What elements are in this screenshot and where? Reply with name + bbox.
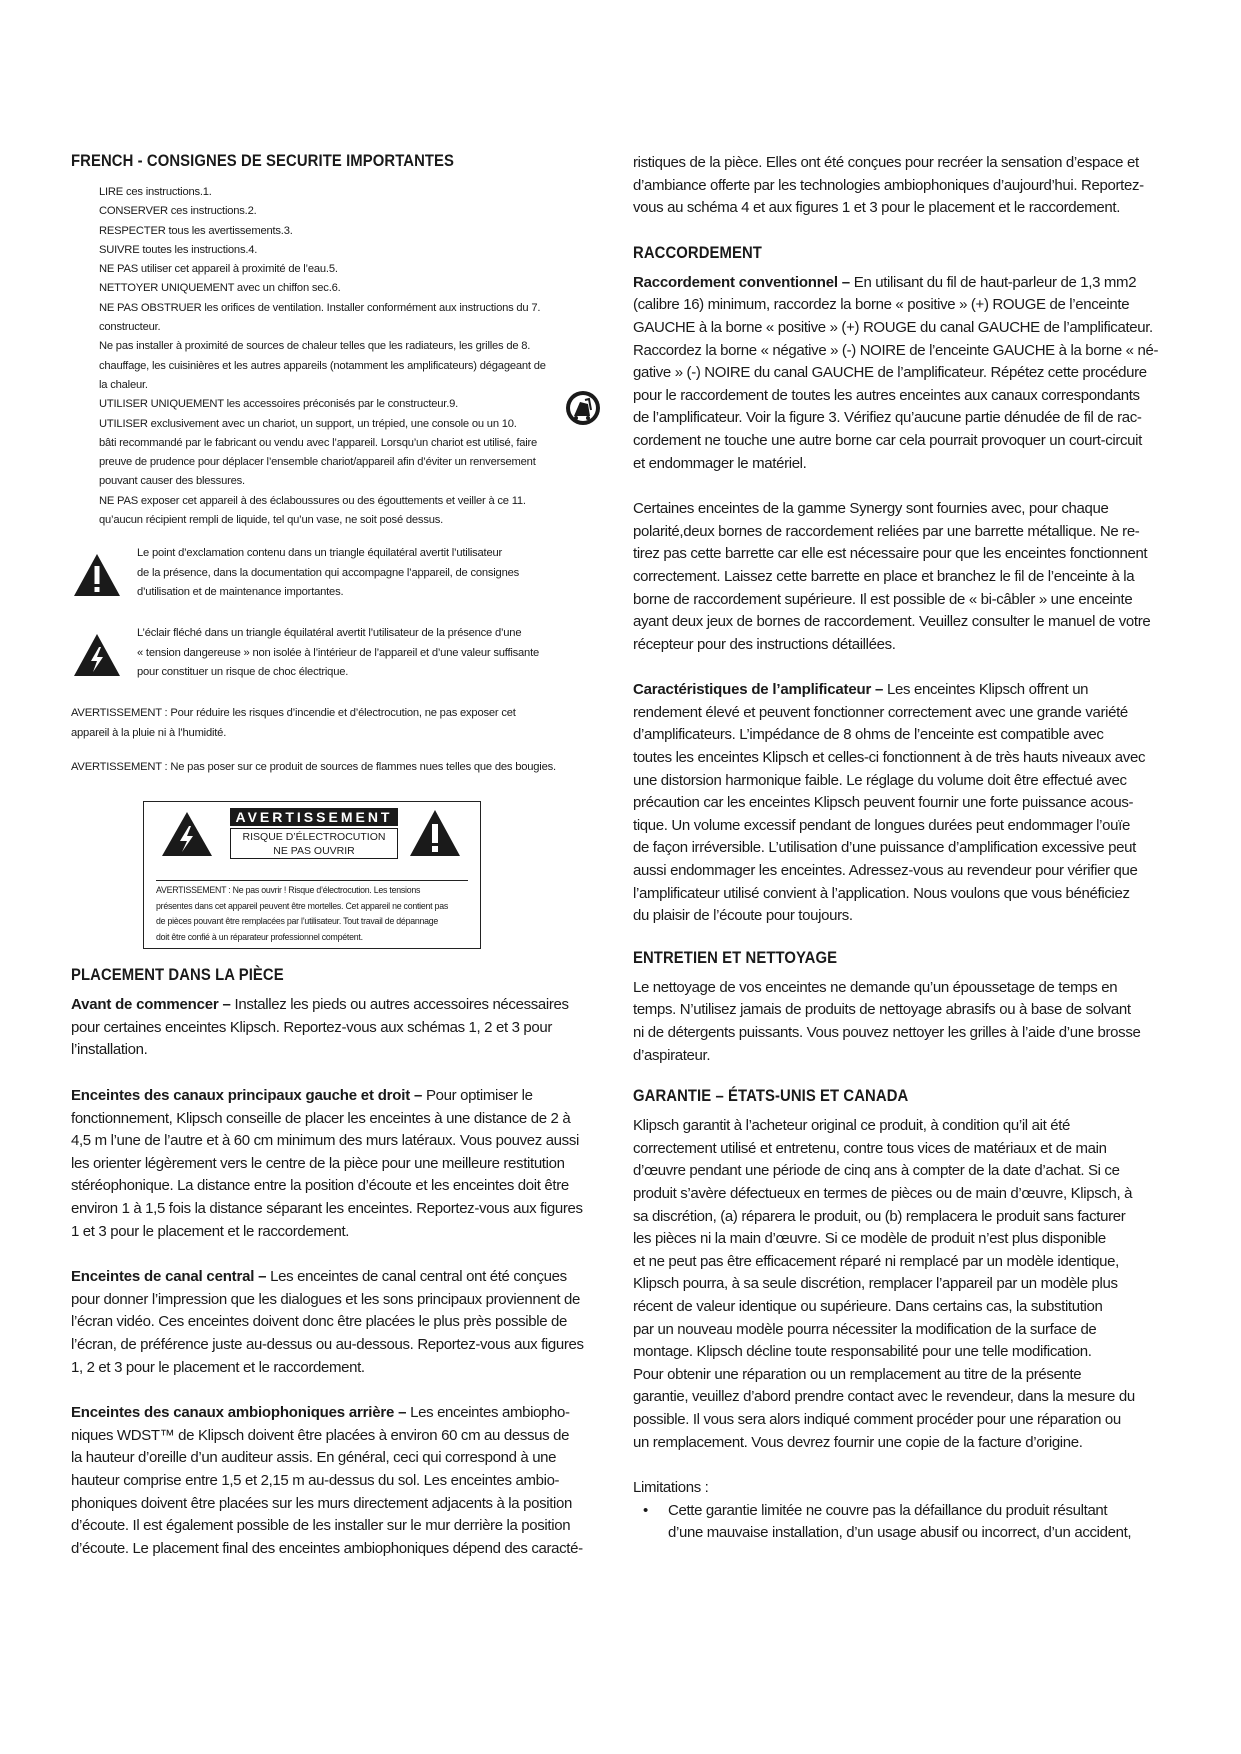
text-line: une distorsion harmonique faible. Le réglage du volume doit être effectué avec: [633, 771, 1127, 789]
exclamation-notice: [71, 544, 607, 612]
list-item: LIRE ces instructions.1.: [99, 186, 212, 198]
shock-warning-label: [143, 801, 481, 949]
paragraph-biwire: [633, 498, 1185, 656]
text-line: cordement ne touche une autre borne car cela pourrait provoquer un court-circuit: [633, 431, 1142, 449]
text-line: de l’amplificateur. Voir la figure 3. Vérifiez qu’aucune partie dénudée de fil de rac-: [633, 409, 1142, 427]
text-line: d’utilisation et de maintenance importantes.: [137, 585, 344, 598]
text-line: les orienter légèrement vers le centre de la pièce pour une meilleure restitution: [71, 1154, 565, 1172]
right-column: [633, 152, 1185, 1545]
list-item: NETTOYER UNIQUEMENT avec un chiffon sec.6.: [99, 282, 341, 295]
text-line: En utilisant du fil de haut-parleur de 1,3 mm2: [849, 273, 1137, 291]
text-line: et endommager le matériel.: [633, 454, 807, 472]
text-line: vous au schéma 4 et aux figures 1 et 3 pour le placement et le raccordement.: [633, 199, 1121, 217]
paragraph-main-channels: [71, 1085, 607, 1243]
text-line: présentes dans cet appareil peuvent être mortelles. Cet appareil ne contient pas: [156, 900, 448, 911]
lead-in: Raccordement conventionnel –: [633, 273, 850, 291]
text-line: Le nettoyage de vos enceintes ne demande qu’un époussetage de temps en: [633, 978, 1118, 996]
text-line: tirez pas cette barrette car elle est nécessaire pour que les enceintes fonctionnent: [633, 545, 1148, 563]
text-line: Les enceintes ambiopho-: [406, 1404, 570, 1422]
text-line: Cette garantie limitée ne couvre pas la défaillance du produit résultant: [668, 1501, 1108, 1519]
list-item: qu’aucun récipient rempli de liquide, tel qu’un vase, ne soit posé dessus.: [99, 514, 444, 527]
safety-instructions-list: [99, 183, 607, 530]
text-line: AVERTISSEMENT : Ne pas ouvrir ! Risque d’électrocution. Les tensions: [156, 885, 421, 896]
warning-flames: AVERTISSEMENT : Ne pas poser sur ce produit de sources de flammes nues telles que des bougies.: [71, 760, 556, 773]
paragraph-surround-continued: [633, 152, 1185, 220]
text-line: précaution car les enceintes Klipsch peuvent fournir une forte puissance acous-: [633, 794, 1134, 812]
paragraph-center-channel: [71, 1266, 607, 1379]
text-line: tique. Un volume excessif pendant de longues durées peut endommager l’ouïe: [633, 816, 1130, 834]
text-line: la hauteur d’oreille d’un auditeur assis. En général, ceci qui correspond à une: [71, 1449, 557, 1467]
text-line: du plaisir de l’écoute pour toujours.: [633, 907, 853, 925]
text-line: Raccordez la borne « négative » (-) NOIRE de l’enceinte GAUCHE à la borne « né-: [633, 341, 1159, 359]
text-line: NE PAS OUVRIR: [273, 845, 355, 858]
text-line: niques WDST™ de Klipsch doivent être placées à environ 60 cm au dessus de: [71, 1426, 570, 1444]
text-line: 1, 2 et 3 pour le placement et le raccordement.: [71, 1358, 365, 1376]
text-line: de façon irréversible. L’utilisation d’une puissance d’amplification excessive peut: [633, 839, 1136, 857]
text-line: récepteur pour des instructions détaillées.: [633, 635, 896, 653]
text-line: ayant deux jeux de bornes de raccordement. Veuillez consulter le manuel de votre: [633, 613, 1151, 631]
text-line: ni de détergents puissants. Vous pouvez nettoyer les grilles à l’aide d’une brosse: [633, 1024, 1141, 1041]
text-line: GAUCHE à la borne « positive » (+) ROUGE du canal GAUCHE de l’amplificateur.: [633, 318, 1153, 336]
text-line: de pièces pouvant être remplacées par l’utilisateur. Tout travail de dépannage: [156, 916, 439, 927]
avert-subtitle: [230, 828, 398, 859]
text-line: d’œuvre pendant une période de cinq ans à compter de la date d’achat. Si ce: [633, 1162, 1120, 1180]
text-line: doit être confié à un réparateur professionnel compétent.: [156, 931, 363, 942]
lightning-triangle-icon: [160, 810, 214, 858]
list-item: constructeur.: [99, 321, 161, 334]
list-item: NE PAS utiliser cet appareil à proximité de l’eau.5.: [99, 263, 338, 276]
garantie-heading: GARANTIE – ÉTATS-UNIS ET CANADA: [633, 1087, 909, 1106]
exclamation-text: [137, 544, 602, 602]
text-line: rendement élevé et peuvent fonctionner correctement avec une grande variété: [633, 703, 1128, 721]
text-line: d’écoute. Il est également possible de les installer sur le mur derrière la position: [71, 1517, 571, 1535]
text-line: un remplacement. Vous devrez fournir une copie de la facture d’origine.: [633, 1433, 1083, 1451]
avert-banner: AVERTISSEMENT: [230, 808, 398, 826]
list-item: SUIVRE toutes les instructions.4.: [99, 243, 258, 256]
text-line: récent de valeur identique ou supérieure. Dans certains cas, la substitution: [633, 1297, 1103, 1315]
list-item: NE PAS OBSTRUER les orifices de ventilation. Installer conformément aux instructions du 7.: [99, 301, 541, 314]
text-line: environ 1 à 1,5 fois la distance séparant les enceintes. Reportez-vous aux figures: [71, 1199, 583, 1217]
warning-moisture: [71, 704, 607, 743]
text-line: Klipsch pourra, à sa seule discrétion, remplacer l’appareil par un modèle plus: [633, 1275, 1118, 1293]
text-line: d’aspirateur.: [633, 1046, 711, 1064]
safety-title: FRENCH - CONSIGNES DE SECURITE IMPORTANTES: [71, 152, 455, 170]
text-line: « tension dangereuse » non isolée à l’intérieur de l’appareil et d’une valeur suffisante: [137, 646, 540, 659]
list-item: Ne pas installer à proximité de sources de chaleur telles que les radiateurs, les grilles de 8.: [99, 340, 531, 353]
text-line: RISQUE D’ÉLECTROCUTION: [242, 831, 386, 844]
lightning-text: [137, 624, 602, 682]
text-line: pour constituer un risque de choc électrique.: [137, 665, 349, 678]
exclamation-triangle-icon: [72, 552, 122, 598]
text-line: polarité,deux bornes de raccordement reliées par une barrette métallique. Ne re-: [633, 522, 1140, 540]
text-line: Le point d’exclamation contenu dans un triangle équilatéral avertit l’utilisateur: [137, 547, 503, 560]
list-item: UTILISER exclusivement avec un chariot, un support, un trépied, une console ou un 10.: [99, 417, 517, 430]
text-line: pour donner l’impression que les dialogues et les sons principaux proviennent de: [71, 1290, 580, 1308]
lead-in: Enceintes des canaux principaux gauche et droit –: [71, 1087, 423, 1105]
text-line: l’écran, de préférence juste au-dessus ou au-dessous. Reportez-vous aux figures: [71, 1335, 584, 1353]
bullet-dot: •: [643, 1501, 648, 1519]
text-line: correctement. Laissez cette barrette en place et branchez le fil de l’enceinte à la: [633, 567, 1135, 585]
text-line: montage. Klipsch décline toute responsabilité pour une telle modification.: [633, 1343, 1092, 1361]
text-line: (calibre 16) minimum, raccordez la borne « positive » (+) ROUGE de l’enceinte: [633, 296, 1130, 314]
text-line: Certaines enceintes de la gamme Synergy sont fournies avec, pour chaque: [633, 500, 1109, 518]
left-column: [71, 152, 607, 1560]
text-line: produit s’avère défectueux en termes de pièces ou de main d’œuvre, Klipsch, à: [633, 1184, 1133, 1202]
list-item: pouvant causer des blessures.: [99, 475, 245, 488]
text-line: fonctionnement, Klipsch conseille de placer les enceintes à une distance de 2 à: [71, 1109, 571, 1127]
text-line: pour certaines enceintes Klipsch. Reportez-vous aux schémas 1, 2 et 3 pour: [71, 1018, 553, 1036]
paragraph-conventional-wiring: [633, 272, 1185, 475]
lightning-triangle-icon: [72, 632, 122, 678]
paragraph-cleaning: [633, 977, 1185, 1067]
text-line: par un nouveau modèle pourra nécessiter la modification de la surface de: [633, 1320, 1097, 1338]
lead-in: Enceintes de canal central –: [71, 1268, 267, 1286]
lightning-notice: [71, 624, 607, 692]
text-line: de la présence, dans la documentation qui accompagne l’appareil, de consignes: [137, 566, 520, 579]
text-line: phoniques doivent être placées sur les murs directement adjacents à la position: [71, 1494, 572, 1512]
text-line: l’écran vidéo. Ces enceintes doivent donc être placées le plus près possible de: [71, 1313, 567, 1331]
text-line: AVERTISSEMENT : Pour réduire les risques d’incendie et d’électrocution, ne pas exposer cet: [71, 707, 516, 720]
lead-in: Enceintes des canaux ambiophoniques arrière –: [71, 1404, 407, 1422]
text-line: d’écoute. Le placement final des enceintes ambiophoniques dépend des caracté-: [71, 1539, 583, 1557]
placement-heading: PLACEMENT DANS LA PIÈCE: [71, 966, 284, 985]
text-line: borne de raccordement supérieure. Il est possible de « bi-câbler » une enceinte: [633, 590, 1133, 608]
text-line: temps. N’utilisez jamais de produits de nettoyage abrasifs ou à base de solvant: [633, 1001, 1131, 1019]
list-item: CONSERVER ces instructions.2.: [99, 205, 257, 218]
text-line: possible. Il vous sera alors indiqué comment procéder pour une réparation ou: [633, 1410, 1121, 1428]
text-line: Installez les pieds ou autres accessoires nécessaires: [230, 996, 569, 1014]
list-item: UTILISER UNIQUEMENT les accessoires préconisés par le constructeur.9.: [99, 398, 459, 411]
text-line: Pour obtenir une réparation ou un remplacement au titre de la présente: [633, 1365, 1082, 1383]
text-line: L’éclair fléché dans un triangle équilatéral avertit l’utilisateur de la présence d’une: [137, 627, 522, 640]
text-line: 1 et 3 pour le placement et le raccordement.: [71, 1222, 350, 1240]
text-line: 4,5 m l’une de l’autre et à 60 cm minimum des murs latéraux. Vous pouvez aussi: [71, 1132, 579, 1150]
text-line: appareil à la pluie ni à l’humidité.: [71, 726, 227, 739]
cart-tip-over-icon: [565, 390, 601, 426]
text-line: aussi endommager les enceintes. Adressez-vous au revendeur pour vérifier que: [633, 862, 1138, 880]
text-line: l’installation.: [71, 1041, 148, 1059]
raccordement-heading: RACCORDEMENT: [633, 243, 762, 262]
list-item: la chaleur.: [99, 378, 148, 391]
lead-in: Avant de commencer –: [71, 996, 231, 1014]
text-line: toutes les enceintes Klipsch et celles-ci fonctionnent à de très hauts niveaux avec: [633, 749, 1146, 767]
list-item: RESPECTER tous les avertissements.3.: [99, 224, 293, 237]
paragraph-before-start: [71, 994, 607, 1062]
list-item: preuve de prudence pour déplacer l’ensemble chariot/appareil afin d’éviter un renversement: [99, 456, 536, 469]
exclamation-triangle-icon: [408, 808, 462, 858]
text-line: d’amplificateurs. L’impédance de 8 ohms de l’enceinte est compatible avec: [633, 726, 1104, 744]
paragraph-surround: [71, 1402, 607, 1560]
text-line: sa discrétion, (a) réparera le produit, ou (b) remplacera le produit sans facturer: [633, 1207, 1126, 1225]
list-item: chauffage, les cuisinières et les autres appareils (notamment les amplificateurs) dégageant de: [99, 359, 546, 372]
text-line: gative » (-) NOIRE du canal GAUCHE de l’amplificateur. Répétez cette procédure: [633, 364, 1147, 382]
text-line: Klipsch garantit à l’acheteur original ce produit, à condition qu’il ait été: [633, 1117, 1071, 1135]
text-line: Les enceintes de canal central ont été conçues: [266, 1268, 567, 1286]
text-line: Pour optimiser le: [422, 1087, 533, 1105]
paragraph-amplifier: [633, 679, 1185, 928]
list-item: NE PAS exposer cet appareil à des éclaboussures ou des égouttements et veiller à ce 11.: [99, 494, 526, 507]
limitations-list-item: [633, 1500, 1185, 1545]
text-line: garantie, veuillez d’abord prendre contact avec le revendeur, dans la mesure du: [633, 1388, 1135, 1406]
paragraph-warranty: [633, 1115, 1185, 1454]
text-line: les pièces ni la main d’œuvre. Si ce modèle de produit n’est plus disponible: [633, 1230, 1106, 1248]
avert-small-text: [156, 883, 470, 945]
list-item: bâti recommandé par le fabricant ou vendu avec l’appareil. Lorsqu’un chariot est utilisé, faire: [99, 436, 538, 449]
text-line: ristiques de la pièce. Elles ont été conçues pour recréer la sensation d’espace et: [633, 154, 1139, 171]
lead-in: Caractéristiques de l’amplificateur –: [633, 681, 884, 699]
text-line: et ne peut pas être efficacement réparé ni remplacé par un modèle identique,: [633, 1252, 1119, 1270]
text-line: d’ambiance offerte par les technologies ambiophoniques d’aujourd’hui. Reportez-: [633, 176, 1144, 194]
text-line: stéréophonique. La distance entre la position d’écoute et les enceintes doit être: [71, 1177, 569, 1195]
text-line: pour le raccordement de toutes les autres enceintes aux canaux correspondants: [633, 386, 1140, 404]
list-item-with-icon: [99, 395, 607, 414]
divider: [156, 880, 468, 881]
limitations-label: Limitations :: [633, 1479, 709, 1497]
text-line: correctement utilisé et entretenu, contre tous vices de matériaux et de main: [633, 1139, 1107, 1157]
text-line: d’une mauvaise installation, d’un usage abusif ou incorrect, d’un accident,: [668, 1524, 1132, 1542]
text-line: Les enceintes Klipsch offrent un: [883, 681, 1089, 699]
text-line: hauteur comprise entre 1,5 et 2,15 m au-dessus du sol. Les enceintes ambio-: [71, 1471, 560, 1489]
entretien-heading: ENTRETIEN ET NETTOYAGE: [633, 948, 838, 967]
text-line: l’amplificateur utilisé convient à l’application. Nous voulons que vous bénéficiez: [633, 884, 1130, 902]
